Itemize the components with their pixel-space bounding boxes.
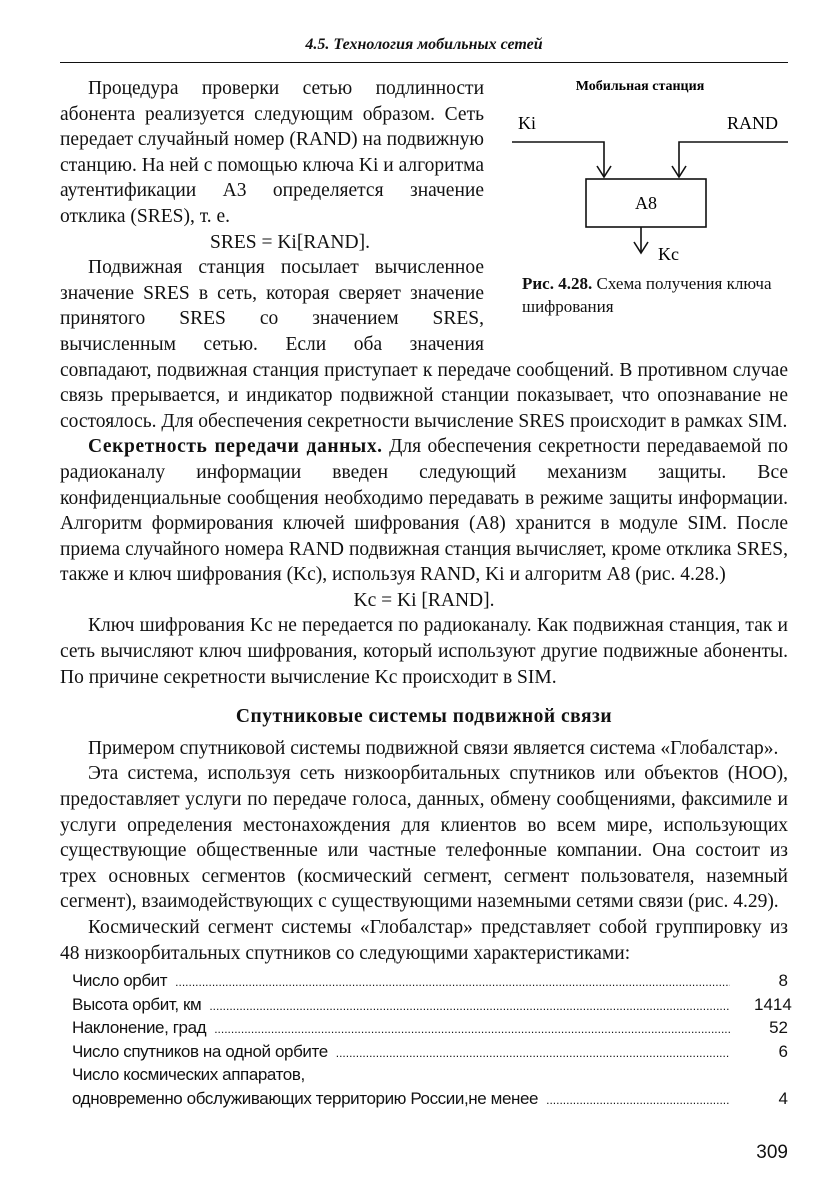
- spec-row: [60, 1088, 788, 1112]
- spec-label: Число спутников на одной орбите: [72, 1041, 328, 1061]
- header-rule: [60, 62, 788, 63]
- spec-value: 4: [778, 1088, 788, 1108]
- diagram-title: Мобильная станция: [575, 79, 705, 94]
- spec-value: 1414: [754, 994, 792, 1014]
- paragraph: Эта система, используя сеть низкоорбитальных спутников или объектов (НОО), предоставляет услуги по передаче голоса, данных, обмену сообщениями, факсимиле и услуги определения местонахождения для клиентов во всем мире, использующих существующие общественные или частные телефонные компании. Она состоит из трех основных сегментов (космический сегмент, сегмент пользователя, наземный сегмент), взаимодействующих с существующими наземными сетями связи (рис. 4.29).: [60, 763, 788, 913]
- caption-text: Схема получения ключа шифрования: [522, 274, 772, 316]
- page-body: [60, 76, 792, 1111]
- paragraph: Космический сегмент системы «Глобалстар» представляет собой группировку из 48 низкоорбитальных спутников со следующими характеристиками:: [60, 917, 788, 964]
- leader-dots: [209, 995, 730, 1018]
- spec-label: Число орбит: [72, 971, 168, 991]
- paragraph: Ключ шифрования Kc не передается по радиоканалу. Как подвижная станция, так и сеть вычисляют ключ шифрования, который используют другие подвижные абоненты. По причине секретности вычисление Kc происходит в SIM.: [60, 615, 788, 688]
- leader-dots: [175, 971, 730, 994]
- formula-kc: Kc = Ki [RAND].: [353, 589, 495, 611]
- label-ki: Ki: [518, 113, 536, 133]
- leader-dots: [336, 1042, 730, 1065]
- leader-dots: [546, 1089, 730, 1112]
- arrow-ki: [512, 142, 604, 176]
- caption-label: Рис. 4.28.: [522, 274, 593, 293]
- paragraph: Примером спутниковой системы подвижной связи является система «Глобалстар».: [88, 737, 779, 759]
- formula-sres: SRES = Ki[RAND].: [210, 231, 370, 253]
- arrow-rand: [679, 142, 788, 176]
- figure-4-28: [498, 76, 788, 334]
- satellite-specs-list: [60, 970, 792, 1111]
- paragraph-text: Для обеспечения секретности передаваемой по радиоканалу информации введен следующий механизм защиты. Все конфиденциальные сообщения необходимо передавать в режиме защиты информации. Алгоритм формирования ключей шифрования (A8) хранится в модуле SIM. После приема случайного номера RAND подвижная станция вычисляет, кроме отклика SRES, также и ключ шифрования (Kc), используя RAND, Ki и алгоритм A8 (рис. 4.28.): [60, 436, 788, 586]
- spec-label: Высота орбит, км: [72, 994, 202, 1014]
- running-header: 4.5. Технология мобильных сетей: [305, 36, 543, 53]
- label-rand: RAND: [726, 113, 778, 133]
- section-heading: Спутниковые системы подвижной связи: [235, 706, 613, 728]
- page-number: 309: [756, 1142, 788, 1163]
- spec-label: Число космических аппаратов,: [72, 1065, 305, 1085]
- spec-label: одновременно обслуживающих территорию России,не менее: [72, 1088, 539, 1108]
- spec-label: Наклонение, град: [72, 1018, 207, 1038]
- spec-value: 6: [778, 1041, 788, 1061]
- block-label: A8: [635, 193, 657, 213]
- paragraph: Процедура проверки сетью подлинности абонента реализуется следующим образом. Сеть передает случайный номер (RAND) на подвижную станцию. На ней с помощью ключа Ki и алгоритма аутентификации A3 определяется значение отклика (SRES), т. е.: [60, 78, 484, 227]
- spec-row: [60, 1017, 788, 1041]
- spec-row: [60, 994, 792, 1018]
- figure-caption: [522, 272, 788, 318]
- spec-value: 8: [778, 971, 788, 991]
- paragraph-lead: Секретность передачи данных.: [88, 436, 383, 458]
- a8-diagram: [498, 76, 788, 272]
- paragraph: [60, 434, 788, 588]
- spec-row: [60, 1064, 788, 1088]
- leader-dots: [214, 1018, 730, 1041]
- spec-value: 52: [769, 1018, 788, 1038]
- spec-row: [60, 970, 788, 994]
- spec-row: [60, 1041, 788, 1065]
- paragraph: Подвижная станция посылает вычисленное значение SRES в сеть, которая сверяет значение принятого SRES со значением SRES, вычисленным сетью. Если оба значения совпадают, подвижная станция приступает к передаче сообщений. В противном случае связь прерывается, и индикатор подвижной станции показывает, что опознавание не состоялось. Для обеспечения секретности вычисление SRES происходит в рамках SIM.: [60, 257, 788, 432]
- label-kc: Kc: [658, 244, 679, 264]
